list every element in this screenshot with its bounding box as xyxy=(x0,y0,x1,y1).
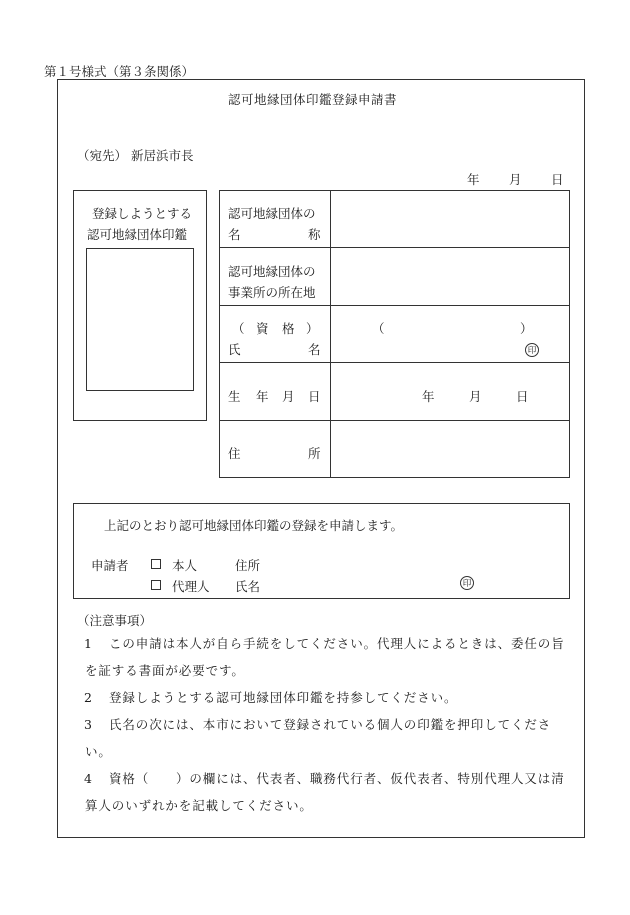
birth-label-2: 年 xyxy=(256,389,269,404)
name-label-a: 氏 xyxy=(228,342,241,357)
application-statement: 上記のとおり認可地縁団体印鑑の登録を申請します。 xyxy=(104,518,404,533)
office-label-1: 認可地縁団体の xyxy=(228,264,316,279)
seal-mark-applicant: 印 xyxy=(460,576,474,590)
note-number: 1 xyxy=(84,636,93,651)
date-day: 日 xyxy=(551,172,564,187)
table-divider xyxy=(330,190,331,478)
role-label-b: 格 xyxy=(282,321,295,336)
role-label-close: ） xyxy=(306,321,319,336)
note-item-4 xyxy=(85,765,565,819)
applicant-label: 申請者 xyxy=(91,558,129,573)
address-field[interactable] xyxy=(332,422,568,476)
self-label: 本人 xyxy=(172,558,198,573)
addressee: （宛先） 新居浜市長 xyxy=(77,148,194,163)
note-text: この申請は本人が自ら手続をしてください。代理人によるときは、委任の旨を証する書面が必要です。 xyxy=(85,636,565,678)
birth-label-4: 日 xyxy=(308,389,321,404)
note-text: 氏名の次には、本市において登録されている個人の印鑑を押印してください。 xyxy=(85,717,552,759)
agent-label: 代理人 xyxy=(172,579,210,594)
role-label-a: 資 xyxy=(256,321,269,336)
form-number: 第１号様式（第３条関係） xyxy=(44,64,195,79)
note-number: 3 xyxy=(84,717,93,732)
address-label-b: 所 xyxy=(308,446,321,461)
birth-label-3: 月 xyxy=(282,389,295,404)
notes-heading: （注意事項） xyxy=(77,613,153,628)
applicant-address-label: 住所 xyxy=(235,558,261,573)
note-number: 4 xyxy=(84,771,93,786)
group-name-label-1: 認可地縁団体の xyxy=(228,206,316,221)
note-item-1 xyxy=(85,630,565,684)
office-location-field[interactable] xyxy=(332,249,568,303)
birth-year: 年 xyxy=(422,389,435,404)
role-label-open: （ xyxy=(232,321,245,336)
office-label-2: 事業所の所在地 xyxy=(228,285,316,300)
applicant-name-label: 氏名 xyxy=(235,579,261,594)
seal-box-label-2: 認可地縁団体印鑑 xyxy=(87,227,188,242)
self-checkbox[interactable] xyxy=(151,556,161,571)
form-title: 認可地縁団体印鑑登録申請書 xyxy=(228,92,398,107)
note-text: 登録しようとする認可地縁団体印鑑を持参してください。 xyxy=(109,690,458,705)
group-name-label-2a: 名 xyxy=(228,227,241,242)
group-name-field[interactable] xyxy=(332,192,568,246)
seal-mark-name: 印 xyxy=(525,343,539,357)
agent-checkbox[interactable] xyxy=(151,577,161,592)
note-item-2 xyxy=(85,684,565,711)
name-label-b: 名 xyxy=(308,342,321,357)
date-month: 月 xyxy=(509,172,522,187)
note-text: 資格（ ）の欄には、代表者、職務代行者、仮代表者、特別代理人又は清算人のいずれかを記載してください。 xyxy=(85,771,565,813)
seal-box-label-1: 登録しようとする xyxy=(92,206,193,221)
role-value-open: （ xyxy=(372,321,385,336)
birth-label-1: 生 xyxy=(228,389,241,404)
note-item-3 xyxy=(85,711,565,765)
birth-month: 月 xyxy=(469,389,482,404)
date-year: 年 xyxy=(467,172,480,187)
note-number: 2 xyxy=(84,690,93,705)
role-value-field[interactable] xyxy=(386,316,516,334)
group-name-label-2b: 称 xyxy=(308,227,321,242)
role-value-close: ） xyxy=(520,321,533,336)
birth-day: 日 xyxy=(516,389,529,404)
seal-impression-area[interactable] xyxy=(86,248,194,391)
address-label-a: 住 xyxy=(228,446,241,461)
